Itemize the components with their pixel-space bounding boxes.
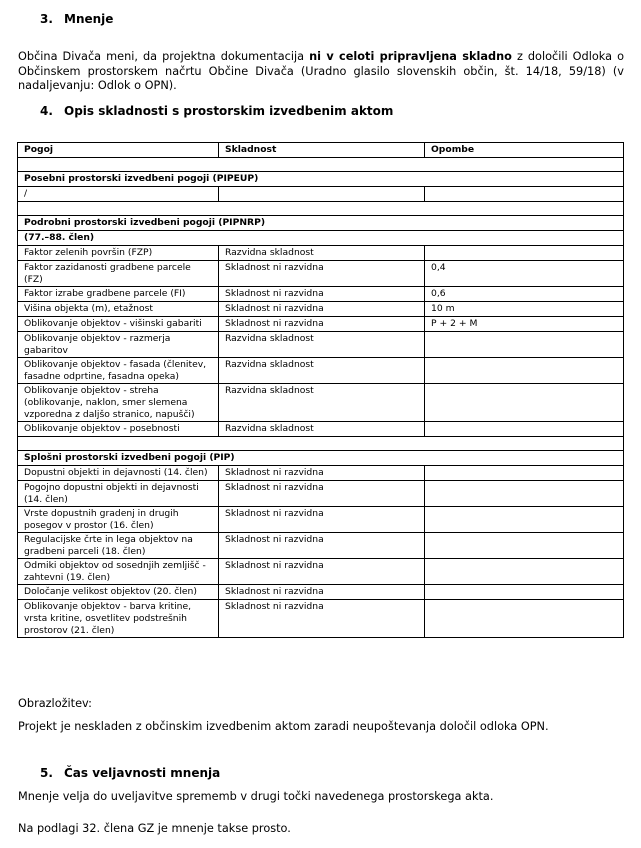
cell-skladnost: Razvidna skladnost <box>219 384 425 422</box>
cell-pogoj: Oblikovanje objektov - streha (oblikovanje, naklon, smer slemena vzporedna z daljšo stranico, napušči) <box>18 384 219 422</box>
cell-pogoj: Odmiki objektov od sosednjih zemljišč - zahtevni (19. člen) <box>18 559 219 585</box>
section-5-heading <box>40 766 220 780</box>
cell-skladnost: Razvidna skladnost <box>219 246 425 261</box>
cell-opombe <box>425 600 624 638</box>
table-row <box>18 358 624 384</box>
table-row <box>18 187 624 202</box>
section-4-heading <box>40 104 393 118</box>
cell-pogoj: Oblikovanje objektov - fasada (členitev, fasadne odprtine, fasadna opeka) <box>18 358 219 384</box>
table-header-row <box>18 143 624 158</box>
spacer-row <box>18 158 624 172</box>
pipeup-cell-skladnost <box>219 187 425 202</box>
cell-skladnost: Razvidna skladnost <box>219 422 425 437</box>
table-row <box>18 481 624 507</box>
table-row <box>18 317 624 332</box>
cell-pogoj: Višina objekta (m), etažnost <box>18 302 219 317</box>
explanation-label: Obrazložitev: <box>18 697 92 710</box>
cell-opombe <box>425 332 624 358</box>
pip-title: Splošni prostorski izvedbeni pogoji (PIP) <box>18 451 624 466</box>
cell-skladnost: Skladnost ni razvidna <box>219 585 425 600</box>
cell-opombe: 0,6 <box>425 287 624 302</box>
cell-pogoj: Določanje velikost objektov (20. člen) <box>18 585 219 600</box>
opinion-text-start: Občina Divača meni, da projektna dokumentacija <box>18 50 310 63</box>
cell-skladnost: Skladnost ni razvidna <box>219 533 425 559</box>
section-5-title: Čas veljavnosti mnenja <box>64 766 221 780</box>
section-3-heading <box>40 12 113 26</box>
cell-pogoj: Pogojno dopustni objekti in dejavnosti (14. člen) <box>18 481 219 507</box>
validity-text: Mnenje velja do uveljavitve sprememb v drugi točki navedenega prostorskega akta. <box>18 790 494 803</box>
table-row <box>18 302 624 317</box>
table-row <box>18 559 624 585</box>
cell-pogoj: Faktor zelenih površin (FZP) <box>18 246 219 261</box>
cell-pogoj: Vrste dopustnih gradenj in drugih posegov v prostor (16. člen) <box>18 507 219 533</box>
fee-exemption-text: Na podlagi 32. člena GZ je mnenje takse prosto. <box>18 822 291 835</box>
table-row <box>18 533 624 559</box>
cell-pogoj: Dopustni objekti in dejavnosti (14. člen) <box>18 466 219 481</box>
cell-opombe <box>425 358 624 384</box>
table-row <box>18 422 624 437</box>
cell-opombe <box>425 533 624 559</box>
pipnrp-subtitle: (77.–88. člen) <box>18 231 624 246</box>
cell-skladnost: Skladnost ni razvidna <box>219 302 425 317</box>
header-pogoj: Pogoj <box>18 143 219 158</box>
table-row <box>18 287 624 302</box>
table-row <box>18 585 624 600</box>
cell-opombe <box>425 466 624 481</box>
header-opombe: Opombe <box>425 143 624 158</box>
cell-opombe <box>425 559 624 585</box>
pipeup-title: Posebni prostorski izvedbeni pogoji (PIPEUP) <box>18 172 624 187</box>
cell-pogoj: Regulacijske črte in lega objektov na gradbeni parceli (18. člen) <box>18 533 219 559</box>
table-row <box>18 384 624 422</box>
cell-skladnost: Skladnost ni razvidna <box>219 481 425 507</box>
cell-pogoj: Oblikovanje objektov - barva kritine, vrsta kritine, osvetlitev podstrešnih prostorov (21. člen) <box>18 600 219 638</box>
section-3-number: 3. <box>40 12 53 26</box>
section-3-title: Mnenje <box>64 12 114 26</box>
cell-skladnost: Skladnost ni razvidna <box>219 317 425 332</box>
table-row <box>18 261 624 287</box>
table-row <box>18 246 624 261</box>
table-row <box>18 466 624 481</box>
pipeup-cell-pogoj: / <box>18 187 219 202</box>
section-4-number: 4. <box>40 104 53 118</box>
cell-opombe <box>425 507 624 533</box>
section-5-number: 5. <box>40 766 53 780</box>
spacer-row <box>18 437 624 451</box>
cell-pogoj: Faktor zazidanosti gradbene parcele (FZ) <box>18 261 219 287</box>
cell-pogoj: Oblikovanje objektov - višinski gabariti <box>18 317 219 332</box>
pipeup-section-row <box>18 172 624 187</box>
cell-skladnost: Skladnost ni razvidna <box>219 287 425 302</box>
cell-opombe: P + 2 + M <box>425 317 624 332</box>
cell-opombe <box>425 384 624 422</box>
cell-skladnost: Skladnost ni razvidna <box>219 261 425 287</box>
table-row <box>18 600 624 638</box>
cell-skladnost: Razvidna skladnost <box>219 358 425 384</box>
cell-opombe <box>425 585 624 600</box>
cell-pogoj: Oblikovanje objektov - posebnosti <box>18 422 219 437</box>
table-row <box>18 332 624 358</box>
cell-opombe: 10 m <box>425 302 624 317</box>
pipnrp-subtitle-row <box>18 231 624 246</box>
cell-opombe <box>425 422 624 437</box>
cell-skladnost: Skladnost ni razvidna <box>219 466 425 481</box>
compliance-table <box>17 142 624 638</box>
cell-pogoj: Oblikovanje objektov - razmerja gabaritov <box>18 332 219 358</box>
cell-skladnost: Skladnost ni razvidna <box>219 600 425 638</box>
pipeup-cell-opombe <box>425 187 624 202</box>
table-row <box>18 507 624 533</box>
explanation-text: Projekt je neskladen z občinskim izvedbenim aktom zaradi neupoštevanja določil odloka OPN. <box>18 720 549 733</box>
cell-pogoj: Faktor izrabe gradbene parcele (FI) <box>18 287 219 302</box>
opinion-text-bold: ni v celoti pripravljena skladno <box>309 50 512 63</box>
header-skladnost: Skladnost <box>219 143 425 158</box>
section-3-paragraph <box>18 50 624 94</box>
cell-skladnost: Skladnost ni razvidna <box>219 507 425 533</box>
cell-opombe <box>425 481 624 507</box>
pip-section-row <box>18 451 624 466</box>
cell-opombe <box>425 246 624 261</box>
section-4-title: Opis skladnosti s prostorskim izvedbenim aktom <box>64 104 394 118</box>
opinion-text-end: z določili Odloka o Občinskem prostorskem načrtu Občine Divača (Uradno glasilo slovenskih občin, št. 14/18, 59/18) (v nadaljevanju: Odlok o OPN). <box>18 50 624 92</box>
pipnrp-section-row <box>18 216 624 231</box>
pipnrp-title: Podrobni prostorski izvedbeni pogoji (PIPNRP) <box>18 216 624 231</box>
cell-skladnost: Skladnost ni razvidna <box>219 559 425 585</box>
spacer-row <box>18 202 624 216</box>
cell-skladnost: Razvidna skladnost <box>219 332 425 358</box>
cell-opombe: 0,4 <box>425 261 624 287</box>
